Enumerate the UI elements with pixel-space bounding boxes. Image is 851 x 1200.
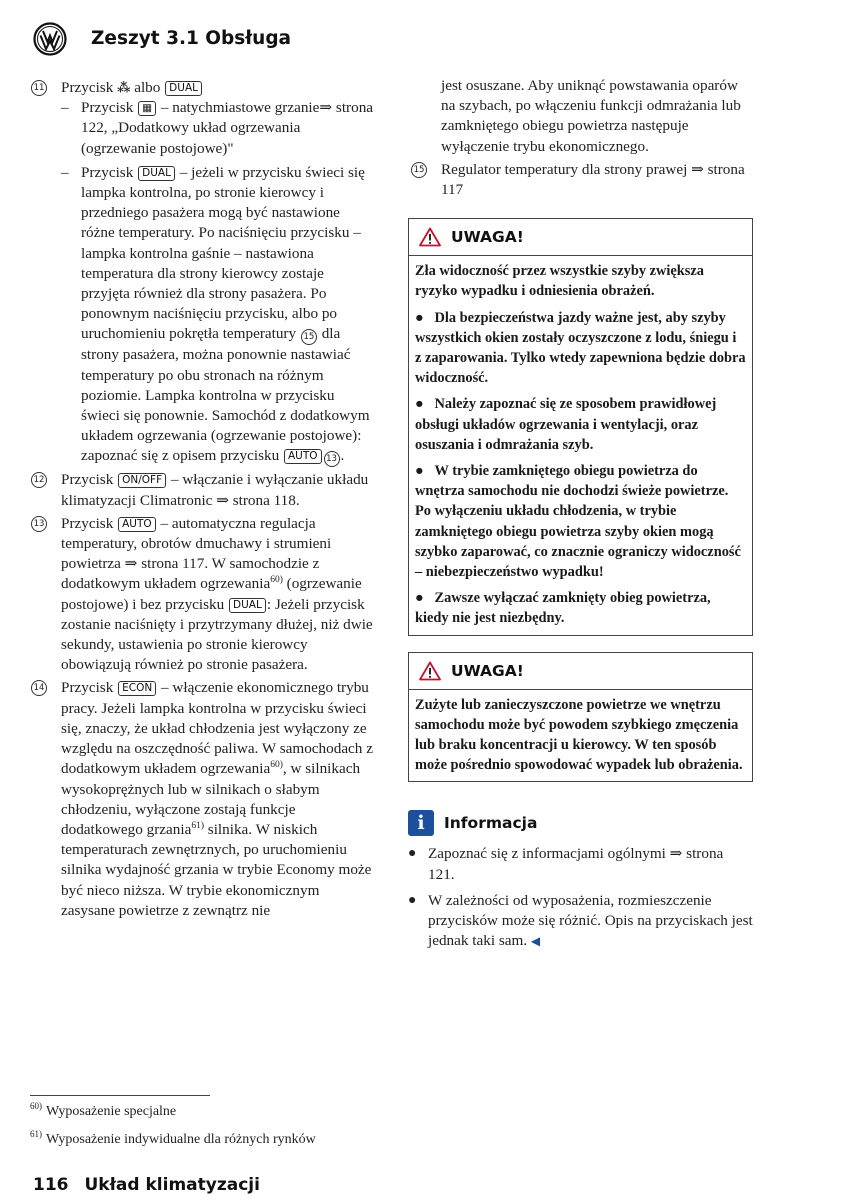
item-12: 12 Przycisk ON/OFF – włączanie i wyłączanie układu klimatyzacji Climatronic ⇒ strona 118.	[28, 470, 376, 510]
callout-number: 13	[31, 516, 47, 532]
footnote: $^{61)}$ Wyposażenie indywidualne dla różnych rynków	[30, 1129, 316, 1147]
vw-logo-icon	[33, 22, 67, 56]
info-bullet: ● W zależności od wyposażenia, rozmieszczenie przycisków może się różnić. Opis na przyciskach jest jednak taki sam. ◀	[408, 891, 753, 950]
warning-bullet: ● Dla bezpieczeństwa jazdy ważne jest, aby szyby wszystkich okien zostały oczyszczone z lodu, śniegu i z zaparowania. Tylko wtedy zapewniona będzie dobra widoczność.	[415, 309, 746, 387]
section-title: Układ klimatyzacji	[84, 1175, 260, 1195]
callout-reference: 13	[324, 451, 340, 467]
footnote-ref: 60)	[270, 760, 283, 771]
item-11: 11 Przycisk ⁂ albo DUAL – Przycisk ▦ – natychmiastowe grzanie⇒ strona 122, „Dodatkowy układ ogrzewania (ogrzewanie postojowe)" – Przycisk DUAL – jeżeli w przycisku świeci się lampka kontrolna, po stronie kierowcy i przedniego pasażera mogą być nastawione różne temperatury. Po naciśnięciu przycisku – lampka kontrolna gaśnie – nastawiona temperatura dla strony kierowcy zostaje przyjęta również dla strony pasażera. Po ponownym naciśnięciu przycisku, albo po uruchomieniu pokrętła temperatury 15 dla strony pasażera, można ponownie nastawiać temperatury po obu stronach na różnym poziomie. Lampka kontrolna w przycisku świeci się ponownie. Samochód z dodatkowym układem ogrzewania (ogrzewanie postojowe): zapoznać się z opisem przycisku AUTO 13 .	[28, 78, 376, 467]
info-header	[408, 808, 753, 838]
item-13: 13 Przycisk AUTO – automatyczna regulacja temperatury, obrotów dmuchawy i strumieni powietrza ⇒ strona 117. W samochodzie z dodatkowym układem ogrzewania$^{60)}$ (ogrzewanie postojowe) i bez przycisku DUAL : Jeżeli przycisk zostanie naciśnięty i przytrzymany dłużej, niż dwie sekundy, ustawienia po stronie kierowcy obowiązują również po stronie pasażera.	[28, 514, 376, 676]
callout-number: 12	[31, 472, 47, 488]
page-number: 116	[33, 1175, 69, 1195]
auto-key-label: AUTO	[118, 517, 156, 532]
warning-body	[409, 690, 752, 782]
callout-number: 15	[411, 162, 427, 178]
dual-key-label: DUAL	[229, 598, 266, 613]
rear-window-heat-icon: ⁂	[117, 80, 131, 95]
item-15: 15 Regulator temperatury dla strony prawej ⇒ strona 117	[408, 160, 753, 200]
footnotes	[30, 1102, 450, 1158]
left-column	[28, 78, 376, 921]
page-header	[33, 22, 291, 56]
callout-number: 14	[31, 680, 47, 696]
warning-box	[408, 218, 753, 635]
continued-paragraph: jest osuszane. Aby uniknąć powstawania oparów na szybach, po włączeniu funkcji odmrażania lub zamkniętego obiegu powietrza następuje wyłączenie trybu ekonomicznego.	[441, 77, 741, 155]
warning-box	[408, 652, 753, 783]
footnote-ref: 60)	[270, 575, 283, 586]
info-bullet: ● Zapoznać się z informacjami ogólnymi ⇒ strona 121.	[408, 845, 724, 883]
warning-title: UWAGA!	[451, 661, 524, 680]
footnote-divider	[30, 1095, 210, 1096]
callout-number: 11	[31, 80, 47, 96]
item-14: 14 Przycisk ECON – włączenie ekonomicznego trybu pracy. Jeżeli lampka kontrolna w przycisku świeci się, znaczy, że układ chłodzenia jest wyłączony ze względu na oszczędność paliwa. W samochodach z dodatkowym układem ogrzewania$^{60)}$, w silnikach wysokoprężnych lub w silnikach o słabym chłodzeniu, wyłączone zostają funkcje dodatkowego grzania$^{61)}$ silnika. W niskich temperaturach zewnętrznych, po uruchomieniu silnika wydajność grzania w trybie Economy może być nieco niższa. W trybie ekonomicznym zasysane powietrze z zewnątrz nie	[28, 678, 376, 920]
info-title: Informacja	[444, 814, 538, 833]
dual-key-label: DUAL	[165, 81, 202, 96]
info-icon: i	[408, 810, 434, 836]
warning-title: UWAGA!	[451, 228, 524, 247]
sub-item: – Przycisk ▦ – natychmiastowe grzanie⇒ strona 122, „Dodatkowy układ ogrzewania (ogrzewanie postojowe)"	[61, 99, 374, 157]
warning-triangle-icon	[419, 227, 441, 247]
page-footer	[33, 1175, 260, 1195]
warning-bullet: ● W trybie zamkniętego obiegu powietrza do wnętrza samochodu nie dochodzi świeże powietrze. Po wyłączeniu układu chłodzenia, w trybie zamkniętego obiegu powietrza szyby okien mogą szybko zaparować, co znacznie ograniczy widoczność – niebezpieczeństwo wypadku!	[415, 463, 741, 581]
dual-key-label: DUAL	[138, 166, 175, 181]
footnote-ref: 61)	[191, 820, 204, 831]
footnote: $^{60)}$ Wyposażenie specjalne	[30, 1101, 177, 1119]
warning-triangle-icon	[419, 661, 441, 681]
warning-text: Zużyte lub zanieczyszczone powietrze we wnętrzu samochodu może być powodem szybkiego zmęczenia lub braku koncentracji u kierowcy. W ten sposób może pośrednio spowodować wypadek lub obrażenia.	[415, 696, 743, 774]
warning-header	[409, 219, 752, 256]
on-off-key-label: ON/OFF	[118, 473, 166, 488]
section-end-icon: ◀	[530, 934, 541, 949]
sub-item: – Przycisk DUAL – jeżeli w przycisku świeci się lampka kontrolna, po stronie kierowcy i przedniego pasażera mogą być nastawione różne temperatury. Po naciśnięciu przycisku – lampka kontrolna gaśnie – nastawiona temperatura dla strony kierowcy zostaje przyjęta również dla strony pasażera. Po ponownym naciśnięciu przycisku, albo po uruchomieniu pokrętła temperatury 15 dla strony pasażera, można ponownie nastawiać temperatury po obu stronach na różnym poziomie. Lampka kontrolna w przycisku świeci się ponownie. Samochód z dodatkowym układem ogrzewania (ogrzewanie postojowe): zapoznać się z opisem przycisku AUTO 13 .	[61, 163, 376, 468]
warning-body	[409, 256, 752, 634]
heater-key-icon: ▦	[138, 101, 156, 116]
warning-header	[409, 653, 752, 690]
warning-intro: Zła widoczność przez wszystkie szyby zwiększa ryzyko wypadku i odniesienia obrażeń.	[415, 263, 704, 300]
econ-key-label: ECON	[118, 681, 156, 696]
warning-bullet: ● Należy zapoznać się ze sposobem prawidłowej obsługi układów ogrzewania i wentylacji, oraz osuszania i odmrażania szyb.	[415, 396, 717, 453]
auto-key-label: AUTO	[284, 449, 322, 464]
right-column	[408, 76, 753, 952]
warning-bullet: ● Zawsze wyłączać zamknięty obieg powietrza, kiedy nie jest niezbędny.	[415, 590, 711, 627]
callout-reference: 15	[301, 329, 317, 345]
page-title: Zeszyt 3.1 Obsługa	[91, 27, 292, 49]
